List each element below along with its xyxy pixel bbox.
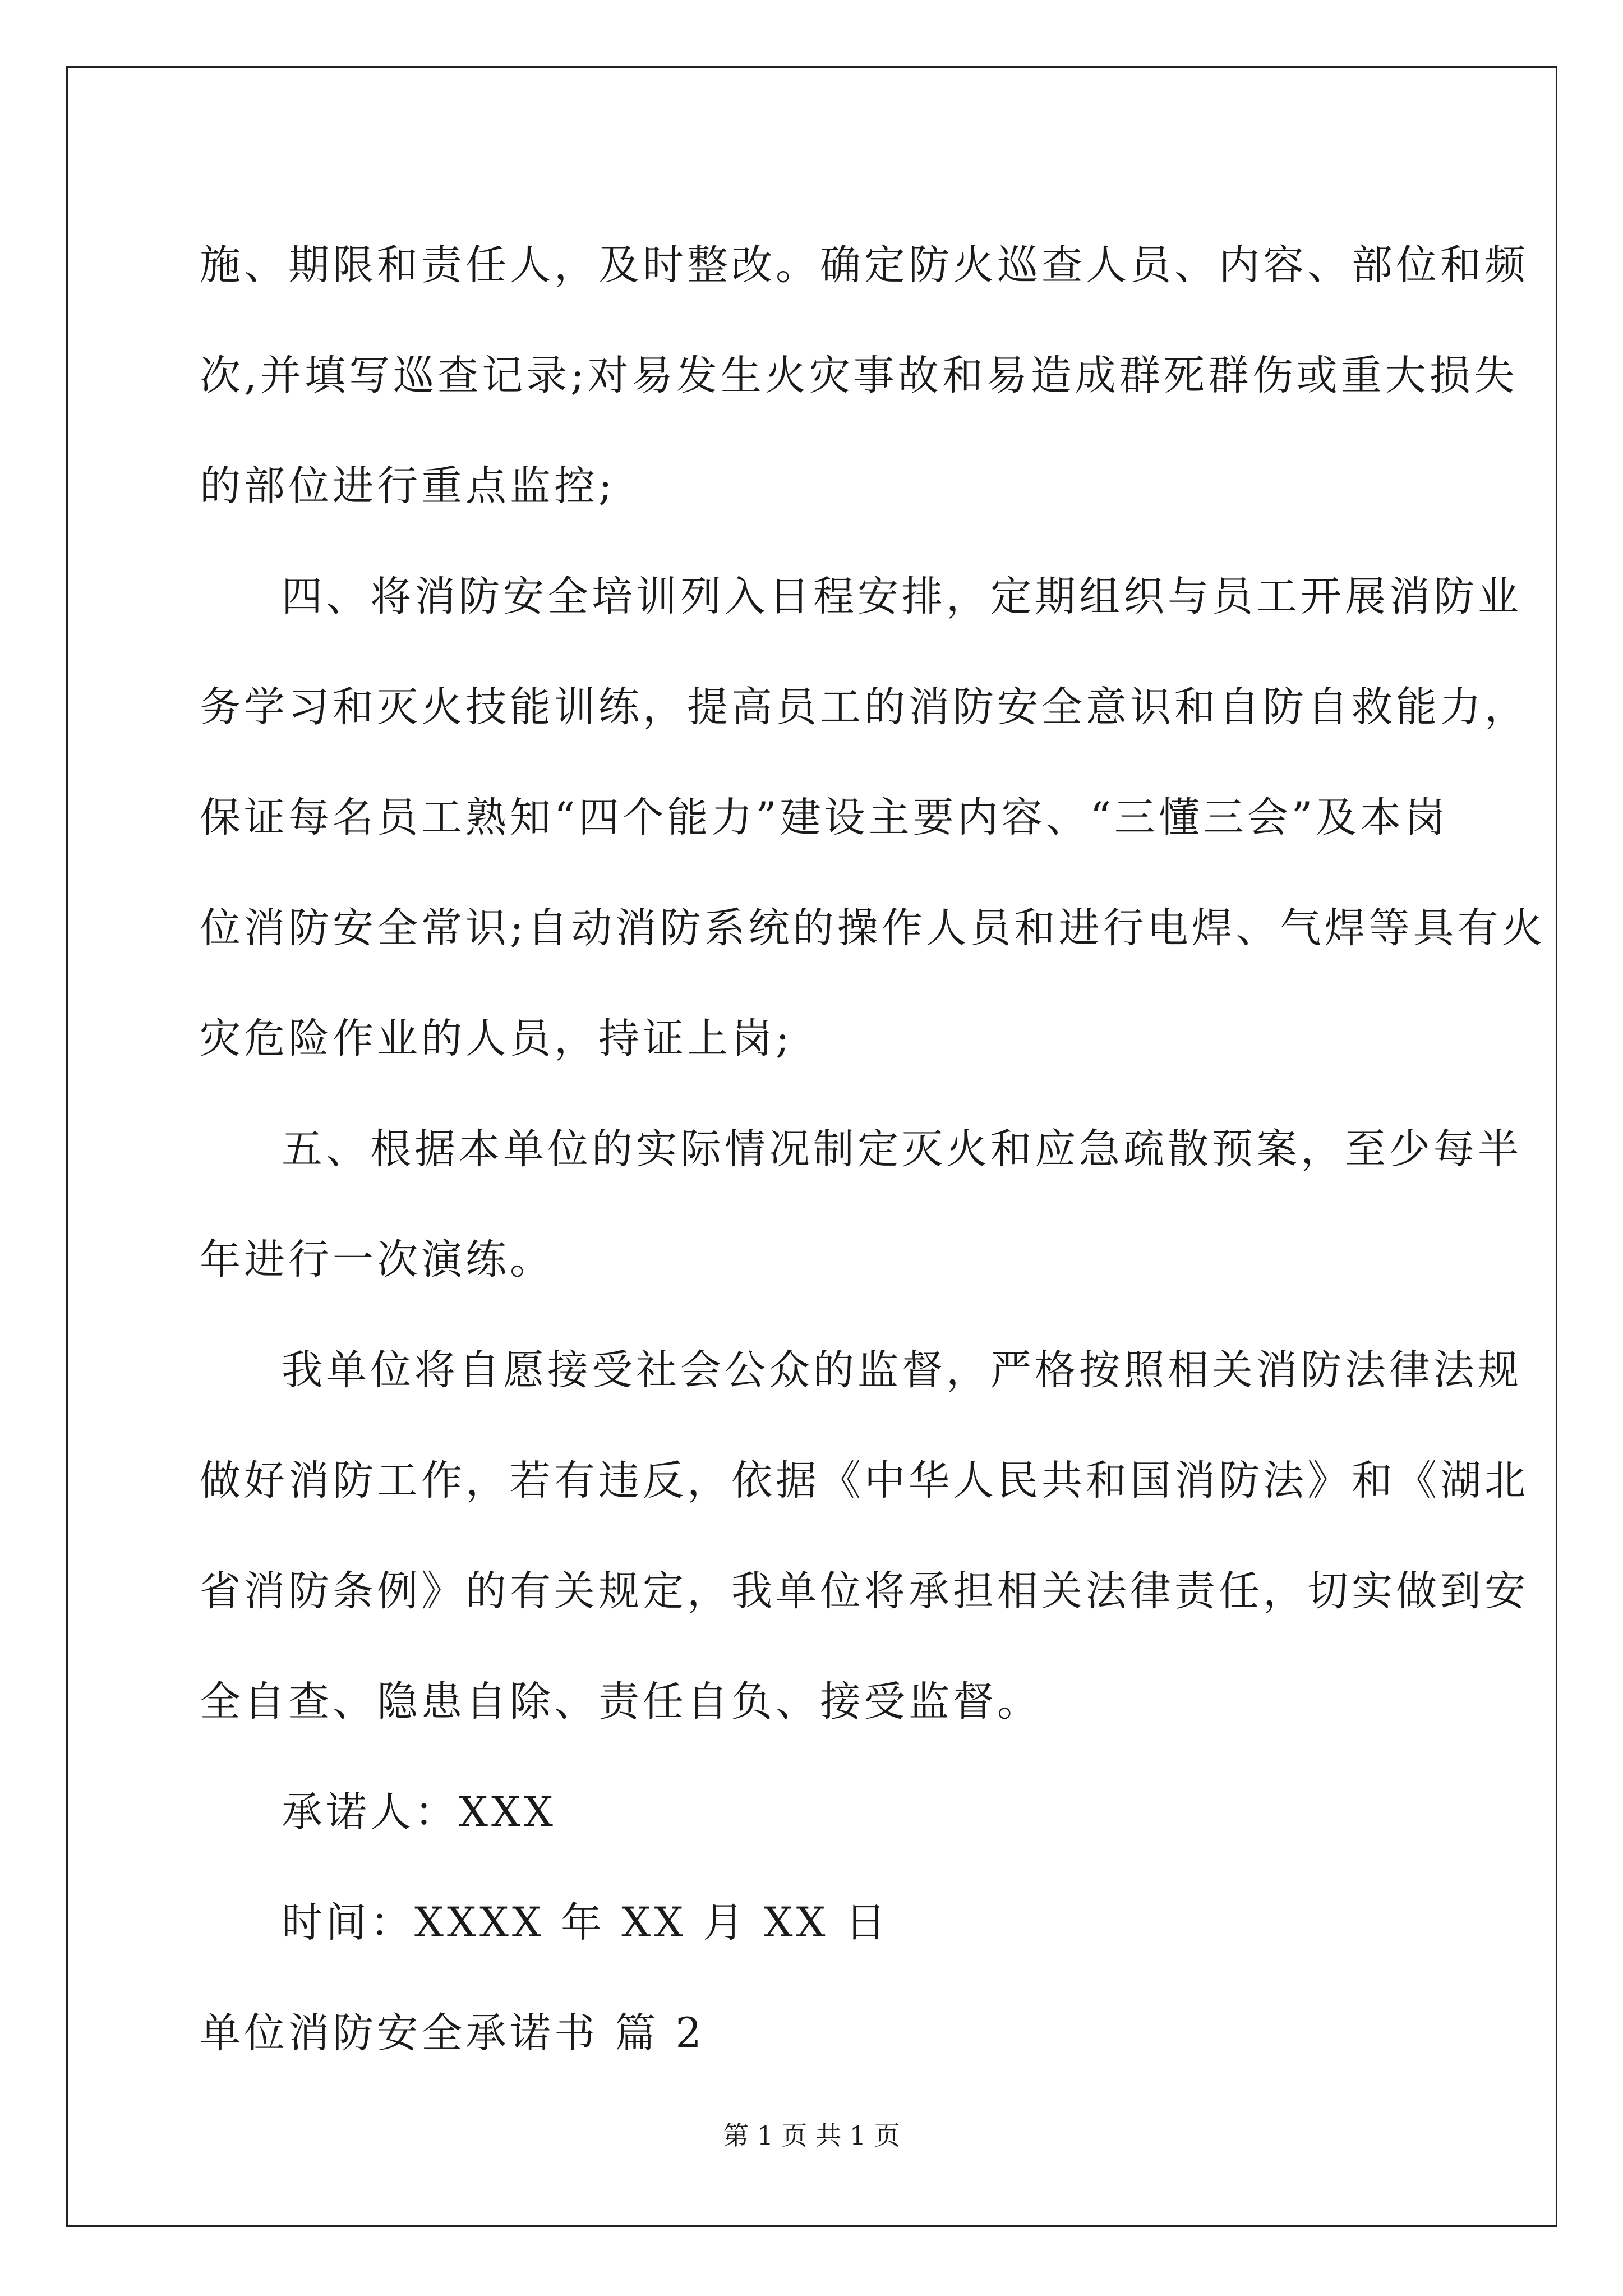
text-line: 省消防条例》的有关规定，我单位将承担相关法律责任，切实做到安 — [200, 1567, 1529, 1615]
text-line: 年进行一次演练。 — [200, 1236, 554, 1283]
text-line: 做好消防工作，若有违反，依据《中华人民共和国消防法》和《湖北 — [200, 1457, 1529, 1504]
commitment-paragraph-start: 我单位将自愿接受社会公众的监督，严格按照相关消防法律法规 — [282, 1346, 1522, 1394]
text-line: 全自查、隐患自除、责任自负、接受监督。 — [200, 1678, 1041, 1726]
document-body — [200, 210, 1546, 2088]
paragraph-four-start: 四、将消防安全培训列入日程安排，定期组织与员工开展消防业 — [282, 573, 1522, 620]
date-line: 时间：XXXX 年 XX 月 XX 日 — [282, 1899, 889, 1947]
text-line: 位消防安全常识;自动消防系统的操作人员和进行电焊、气焊等具有火 — [200, 904, 1546, 952]
page-number: 第 1 页 共 1 页 — [723, 2120, 900, 2151]
text-line: 施、期限和责任人，及时整改。确定防火巡查人员、内容、部位和频 — [200, 241, 1529, 289]
text-line: 的部位进行重点监控; — [200, 462, 616, 510]
text-line: 灾危险作业的人员，持证上岗; — [200, 1015, 793, 1062]
text-line: 次,并填写巡查记录;对易发生火灾事故和易造成群死群伤或重大损失 — [200, 352, 1518, 399]
section-heading: 单位消防安全承诺书 篇 2 — [200, 2009, 705, 2057]
text-line: 保证每名员工熟知“四个能力”建设主要内容、“三懂三会”及本岗 — [200, 794, 1449, 841]
text-line: 务学习和灭火技能训练，提高员工的消防安全意识和自防自救能力， — [200, 683, 1529, 731]
signatory-line: 承诺人：XXX — [282, 1788, 556, 1836]
paragraph-five-start: 五、根据本单位的实际情况制定灭火和应急疏散预案，至少每半 — [282, 1125, 1522, 1173]
